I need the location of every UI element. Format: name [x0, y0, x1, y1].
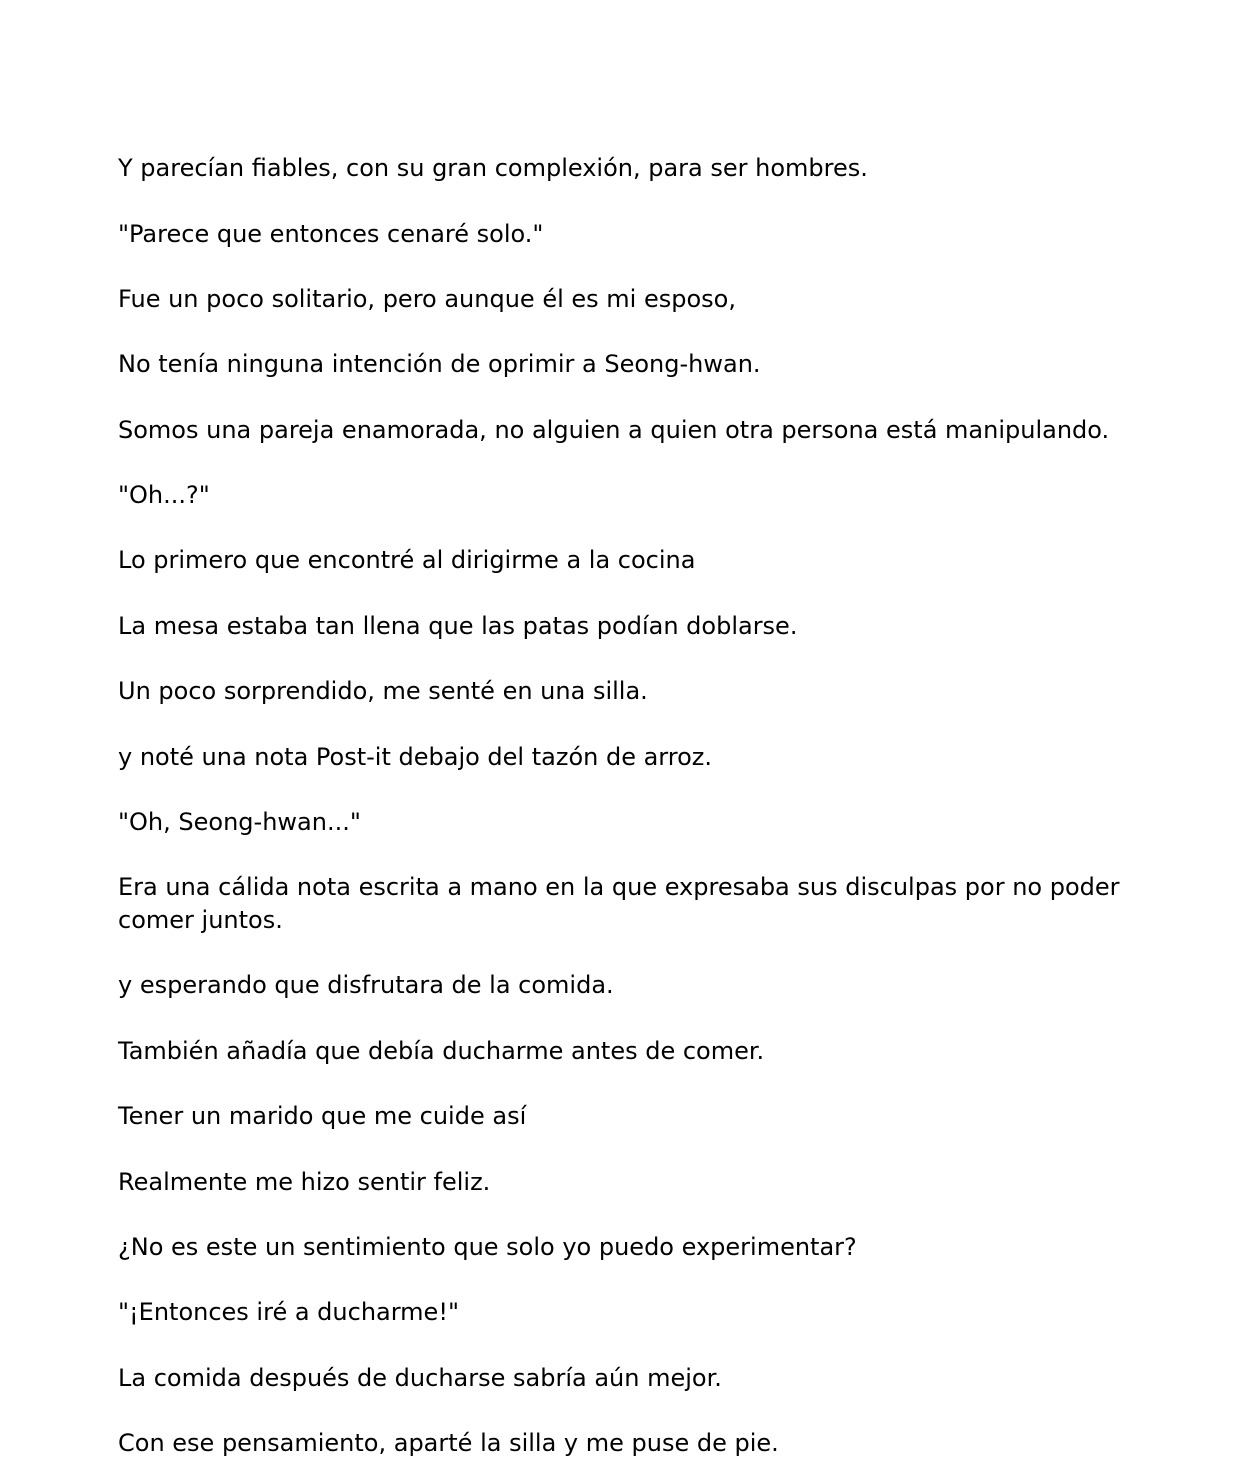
paragraph: Fue un poco solitario, pero aunque él es mi esposo,: [118, 285, 736, 313]
paragraph: Lo primero que encontré al dirigirme a la cocina: [118, 546, 696, 574]
paragraph: Y parecían fiables, con su gran complexión, para ser hombres.: [118, 154, 868, 182]
paragraph: Un poco sorprendido, me senté en una silla.: [118, 677, 648, 705]
paragraph: "¡Entonces iré a ducharme!": [118, 1298, 459, 1326]
paragraph: "Parece que entonces cenaré solo.": [118, 220, 544, 248]
paragraph: "Oh...?": [118, 481, 210, 509]
paragraph: Con ese pensamiento, aparté la silla y me puse de pie.: [118, 1429, 779, 1457]
paragraph: Somos una pareja enamorada, no alguien a quien otra persona está manipulando.: [118, 416, 1110, 444]
paragraph: Era una cálida nota escrita a mano en la que expresaba sus disculpas por no poder comer juntos.: [118, 873, 1120, 934]
paragraph: La mesa estaba tan llena que las patas podían doblarse.: [118, 612, 798, 640]
paragraph: También añadía que debía ducharme antes de comer.: [118, 1037, 765, 1065]
paragraph: La comida después de ducharse sabría aún mejor.: [118, 1364, 722, 1392]
paragraph: ¿No es este un sentimiento que solo yo puedo experimentar?: [118, 1233, 857, 1261]
paragraph: "Oh, Seong-hwan...": [118, 808, 361, 836]
paragraph: y noté una nota Post-it debajo del tazón de arroz.: [118, 743, 712, 771]
paragraph: Tener un marido que me cuide así: [118, 1102, 527, 1130]
paragraph: No tenía ninguna intención de oprimir a Seong-hwan.: [118, 350, 761, 378]
paragraph: Realmente me hizo sentir feliz.: [118, 1168, 491, 1196]
paragraph: y esperando que disfrutara de la comida.: [118, 971, 614, 999]
